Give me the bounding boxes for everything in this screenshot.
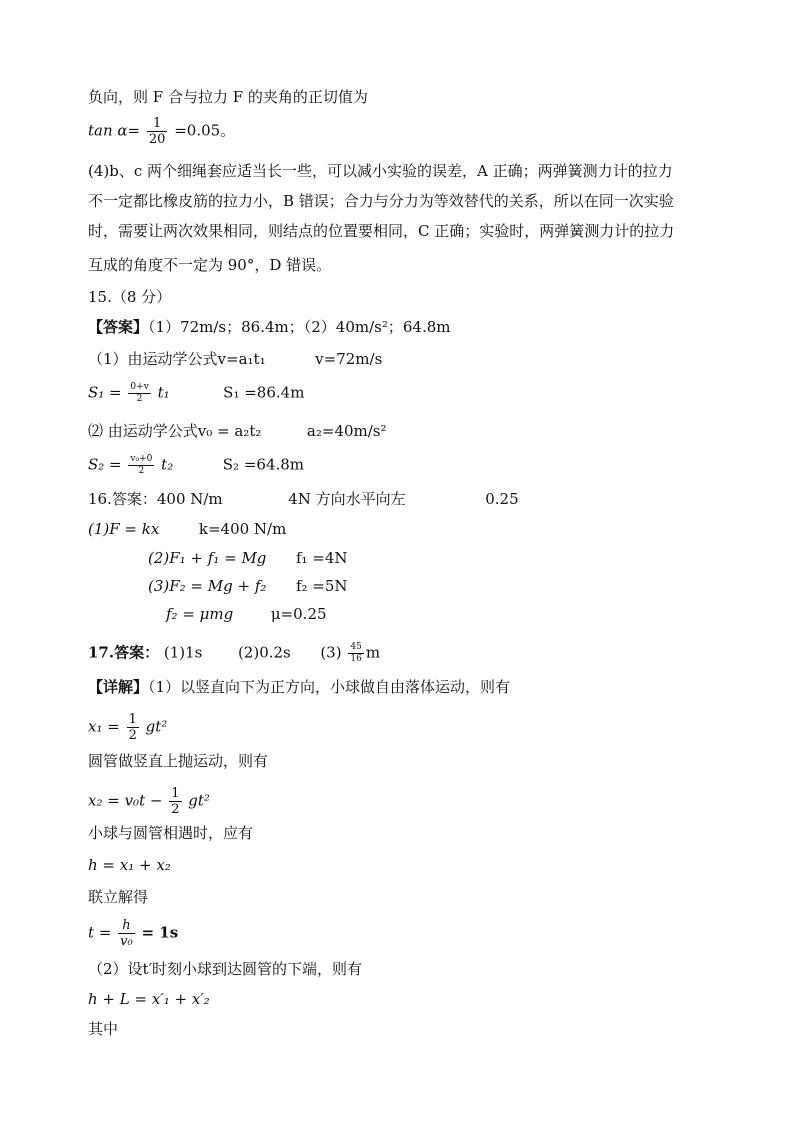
answer-text: 16.答案：400 N/m	[88, 490, 223, 508]
equation-line	[88, 454, 304, 477]
text-line: 不一定都比橡皮筋的拉力小，B 错误；合力与分力为等效替代的关系，所以在同一次实验	[88, 192, 674, 210]
text-line: 联立解得	[88, 888, 149, 906]
equation-result: k=400 N/m	[198, 520, 287, 538]
fraction	[169, 786, 181, 817]
equation-part: tan α=	[88, 121, 141, 140]
equation-part: x₂ = v₀t −	[88, 791, 163, 810]
answer-text: （1）72m/s；86.4m；（2）40m/s²；64.8m	[148, 318, 451, 336]
fraction-numerator: 1	[128, 712, 137, 727]
equation-line	[88, 382, 304, 405]
fraction-denominator: 2	[171, 802, 180, 817]
equation-part: (1)F = kx	[88, 520, 160, 538]
answer-label: 17.答案：	[88, 643, 160, 662]
equation-line	[88, 712, 167, 743]
fraction	[127, 712, 139, 743]
equation-result: S₂ =64.8m	[222, 455, 305, 474]
equation-part: x₁ =	[88, 717, 120, 736]
fraction-denominator: 2	[128, 465, 154, 477]
equation-line	[166, 605, 327, 623]
equation-part: t₁	[157, 383, 170, 402]
question-heading: 15.（8 分）	[88, 288, 172, 306]
equation-result: f₁ =4N	[295, 549, 348, 567]
fraction-numerator: 0+v	[130, 382, 149, 392]
equation-result: v=72m/s	[315, 350, 383, 368]
fraction-denominator: v₀	[120, 934, 133, 949]
fraction-numerator: h	[122, 918, 131, 933]
fraction	[147, 116, 168, 147]
text-line: 互成的角度不一定为 90°，D 错误。	[88, 256, 332, 274]
equation-line	[148, 577, 348, 595]
fraction	[118, 918, 135, 949]
fraction-numerator: 1	[153, 116, 162, 131]
answer-line	[88, 490, 519, 508]
equation-part: S₁ =	[88, 383, 122, 402]
equation-part: (2)F₁ + f₁ = Mg	[148, 549, 267, 567]
equation-part: gt²	[188, 791, 210, 810]
answer-text: 0.25	[485, 490, 519, 508]
equation-part: gt²	[145, 717, 168, 736]
text-line: 小球与圆管相遇时，应有	[88, 824, 254, 842]
equation-part: t₂	[161, 455, 174, 474]
text-line: （2）设t′时刻小球到达圆管的下端，则有	[88, 960, 362, 978]
fraction	[348, 642, 363, 665]
equation-part: t =	[88, 923, 112, 942]
text-line: 圆管做竖直上抛运动，则有	[88, 752, 269, 770]
fraction-denominator: 16	[350, 654, 362, 664]
text-line: 时，需要让两次效果相同，则结点的位置要相同，C 正确；实验时，两弹簧测力计的拉力	[88, 222, 675, 240]
equation-part: S₂ =	[88, 455, 122, 474]
equation-part: =0.05。	[174, 121, 236, 140]
equation-line	[88, 350, 382, 368]
fraction-denominator: 2	[128, 728, 137, 743]
equation-part: ⑵ 由运动学公式v₀ = a₂t₂	[88, 422, 262, 440]
equation-line	[88, 786, 210, 817]
detail-label: 【详解】	[88, 678, 149, 696]
equation-part: f₂ = μmg	[166, 605, 234, 623]
equation-result: f₂ =5N	[295, 577, 348, 595]
text-line: 其中	[88, 1020, 119, 1038]
equation-result: μ=0.25	[270, 605, 327, 623]
text-line: (4)b、c 两个细绳套应适当长一些，可以减小实验的误差，A 正确；两弹簧测力计的拉力	[88, 162, 673, 180]
fraction-denominator: 2	[128, 393, 150, 405]
equation-line	[88, 422, 387, 440]
equation-result: a₂=40m/s²	[306, 422, 387, 440]
detail-text: （1）以竖直向下为正方向，小球做自由落体运动，则有	[148, 678, 511, 696]
answer-text: 4N 方向水平向左	[288, 490, 406, 508]
answer-line	[88, 642, 380, 665]
equation-line	[88, 918, 178, 949]
answer-line	[88, 318, 451, 336]
equation-line	[88, 520, 286, 538]
fraction	[128, 454, 154, 477]
answer-unit: m	[365, 643, 381, 662]
equation-line: h = x₁ + x₂	[88, 856, 171, 874]
answer-label: 【答案】	[88, 318, 149, 336]
equation-result: S₁ =86.4m	[223, 383, 305, 402]
equation-part: (3)F₂ = Mg + f₂	[148, 577, 267, 595]
answer-text: (2)0.2s	[237, 643, 291, 662]
answer-text: (3)	[320, 643, 342, 662]
text-line: 负向，则 F 合与拉力 F 的夹角的正切值为	[88, 88, 368, 106]
equation-part: （1）由运动学公式v=a₁t₁	[88, 350, 266, 368]
detail-heading	[88, 678, 510, 696]
equation-line	[148, 549, 348, 567]
fraction	[128, 382, 150, 405]
equation-line: h + L = x′₁ + x′₂	[88, 990, 210, 1008]
fraction-numerator: 1	[171, 786, 180, 801]
equation-part: = 1s	[141, 923, 179, 942]
tangent-equation	[88, 116, 235, 147]
fraction-numerator: 45	[350, 642, 362, 652]
answer-text: (1)1s	[163, 643, 203, 662]
fraction-numerator: v₀+0	[130, 454, 153, 464]
fraction-denominator: 20	[148, 132, 166, 147]
